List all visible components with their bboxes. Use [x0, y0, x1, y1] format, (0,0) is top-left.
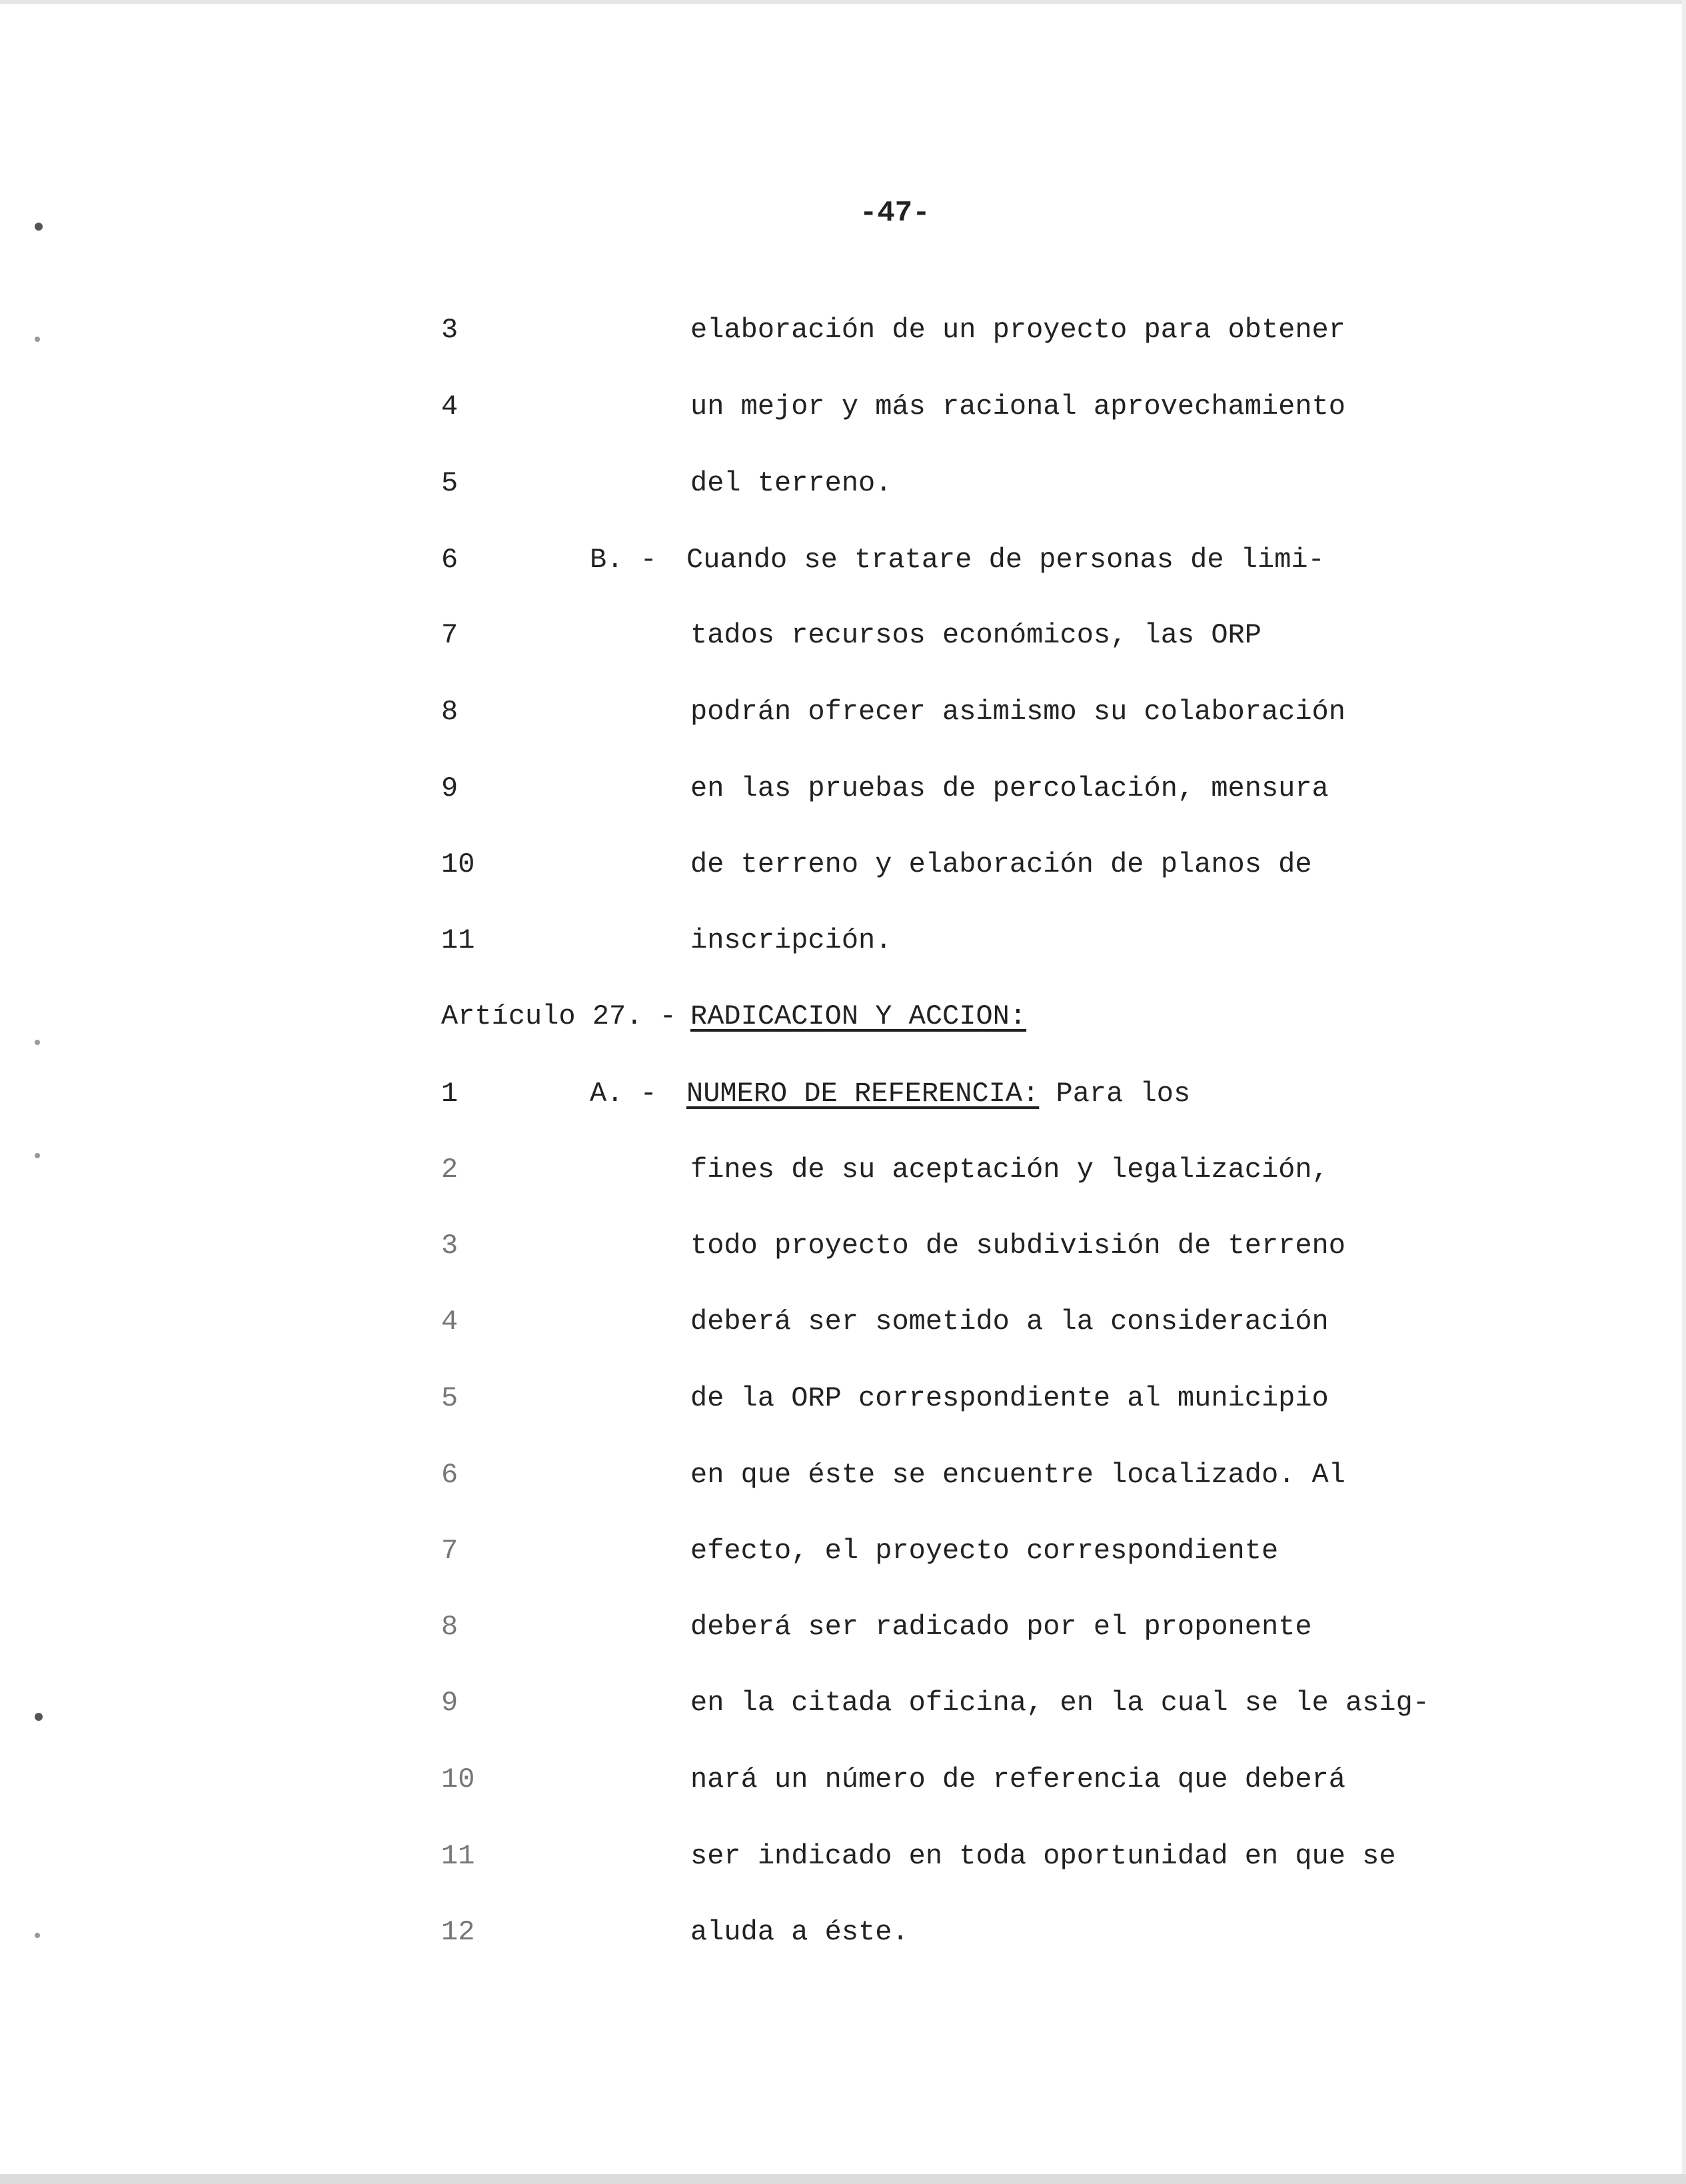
- line-text: un mejor y más racional aprovechamiento: [690, 391, 1345, 423]
- text-line: [0, 1452, 1686, 1498]
- text-line: [0, 612, 1686, 658]
- text-line: [0, 1985, 1686, 2032]
- line-number: 2: [441, 1154, 458, 1186]
- line-text: de terreno y elaboración de planos de: [690, 848, 1312, 880]
- line-text: ser indicado en toda oportunidad en que se: [690, 1840, 1396, 1872]
- text-line: [0, 1679, 1686, 1726]
- line-text: en las pruebas de percolación, mensura: [690, 772, 1329, 804]
- line-number: 3: [441, 1230, 458, 1262]
- text-line: [0, 1756, 1686, 1803]
- section-heading-continuation: Para los: [1056, 1078, 1191, 1110]
- line-number: 12: [441, 1916, 475, 1948]
- text-line: [0, 765, 1686, 812]
- line-text: tados recursos económicos, las ORP: [690, 619, 1262, 651]
- line-number: 11: [441, 1840, 475, 1872]
- subsection-marker: A. -: [590, 1078, 657, 1110]
- line-text: nará un número de referencia que deberá: [690, 1763, 1345, 1795]
- line-number: 9: [441, 1687, 458, 1719]
- page-top-edge: [0, 0, 1686, 4]
- text-line: [0, 537, 1686, 583]
- line-text: aluda a éste.: [690, 1916, 909, 1948]
- line-number: 8: [441, 696, 458, 728]
- text-line: [0, 688, 1686, 735]
- line-number: 6: [441, 544, 458, 576]
- section-heading: NUMERO DE REFERENCIA:: [686, 1078, 1040, 1110]
- line-text: elaboración de un proyecto para obtener: [690, 314, 1345, 346]
- line-number: 1: [441, 1078, 458, 1110]
- line-number: 3: [441, 314, 458, 346]
- line-number: 11: [441, 924, 475, 956]
- text-line: [0, 1222, 1686, 1269]
- line-text: efecto, el proyecto correspondiente: [690, 1535, 1279, 1567]
- line-text: de la ORP correspondiente al municipio: [690, 1382, 1329, 1414]
- text-line: [0, 1604, 1686, 1650]
- text-line: [0, 307, 1686, 353]
- article-title: RADICACION Y ACCION:: [690, 1000, 1027, 1032]
- margin-mark: [35, 223, 43, 231]
- page-number: -47-: [860, 197, 930, 230]
- text-line: [0, 383, 1686, 430]
- line-text: podrán ofrecer asimismo su colaboración: [690, 696, 1345, 728]
- line-text: [686, 1070, 1190, 1117]
- line-number: 5: [441, 1382, 458, 1414]
- text-line: [0, 1528, 1686, 1574]
- page-bottom-edge: [0, 2174, 1686, 2184]
- line-text: deberá ser radicado por el proponente: [690, 1611, 1312, 1643]
- line-text: Cuando se tratare de personas de limi-: [686, 544, 1325, 576]
- line-text: en la citada oficina, en la cual se le asig-: [690, 1687, 1429, 1719]
- text-line: [0, 1070, 1686, 1117]
- line-number: 6: [441, 1459, 458, 1491]
- text-line: [0, 1833, 1686, 1879]
- line-number: 4: [441, 1306, 458, 1338]
- line-text: inscripción.: [690, 924, 892, 956]
- line-number: 7: [441, 1535, 458, 1567]
- text-line: [0, 1375, 1686, 1422]
- text-line: [0, 841, 1686, 888]
- line-text: fines de su aceptación y legalización,: [690, 1154, 1329, 1186]
- line-text: en que éste se encuentre localizado. Al: [690, 1459, 1345, 1491]
- line-number: 4: [441, 391, 458, 423]
- line-number: 10: [441, 1763, 475, 1795]
- line-text: del terreno.: [690, 467, 892, 499]
- line-number: 9: [441, 772, 458, 804]
- article-heading: [0, 993, 1686, 1040]
- text-line: [0, 917, 1686, 964]
- margin-mark: [35, 1040, 40, 1045]
- line-number: 8: [441, 1611, 458, 1643]
- line-text: deberá ser sometido a la consideración: [690, 1306, 1329, 1338]
- text-line: [0, 1298, 1686, 1345]
- line-number: 7: [441, 619, 458, 651]
- text-line: [0, 1146, 1686, 1193]
- line-number: 10: [441, 848, 475, 880]
- text-line: [0, 1909, 1686, 1955]
- article-label: Artículo 27. -: [441, 1000, 676, 1032]
- line-number: 5: [441, 467, 458, 499]
- line-text: todo proyecto de subdivisión de terreno: [690, 1230, 1345, 1262]
- text-line: [0, 460, 1686, 507]
- subsection-marker: B. -: [590, 544, 657, 576]
